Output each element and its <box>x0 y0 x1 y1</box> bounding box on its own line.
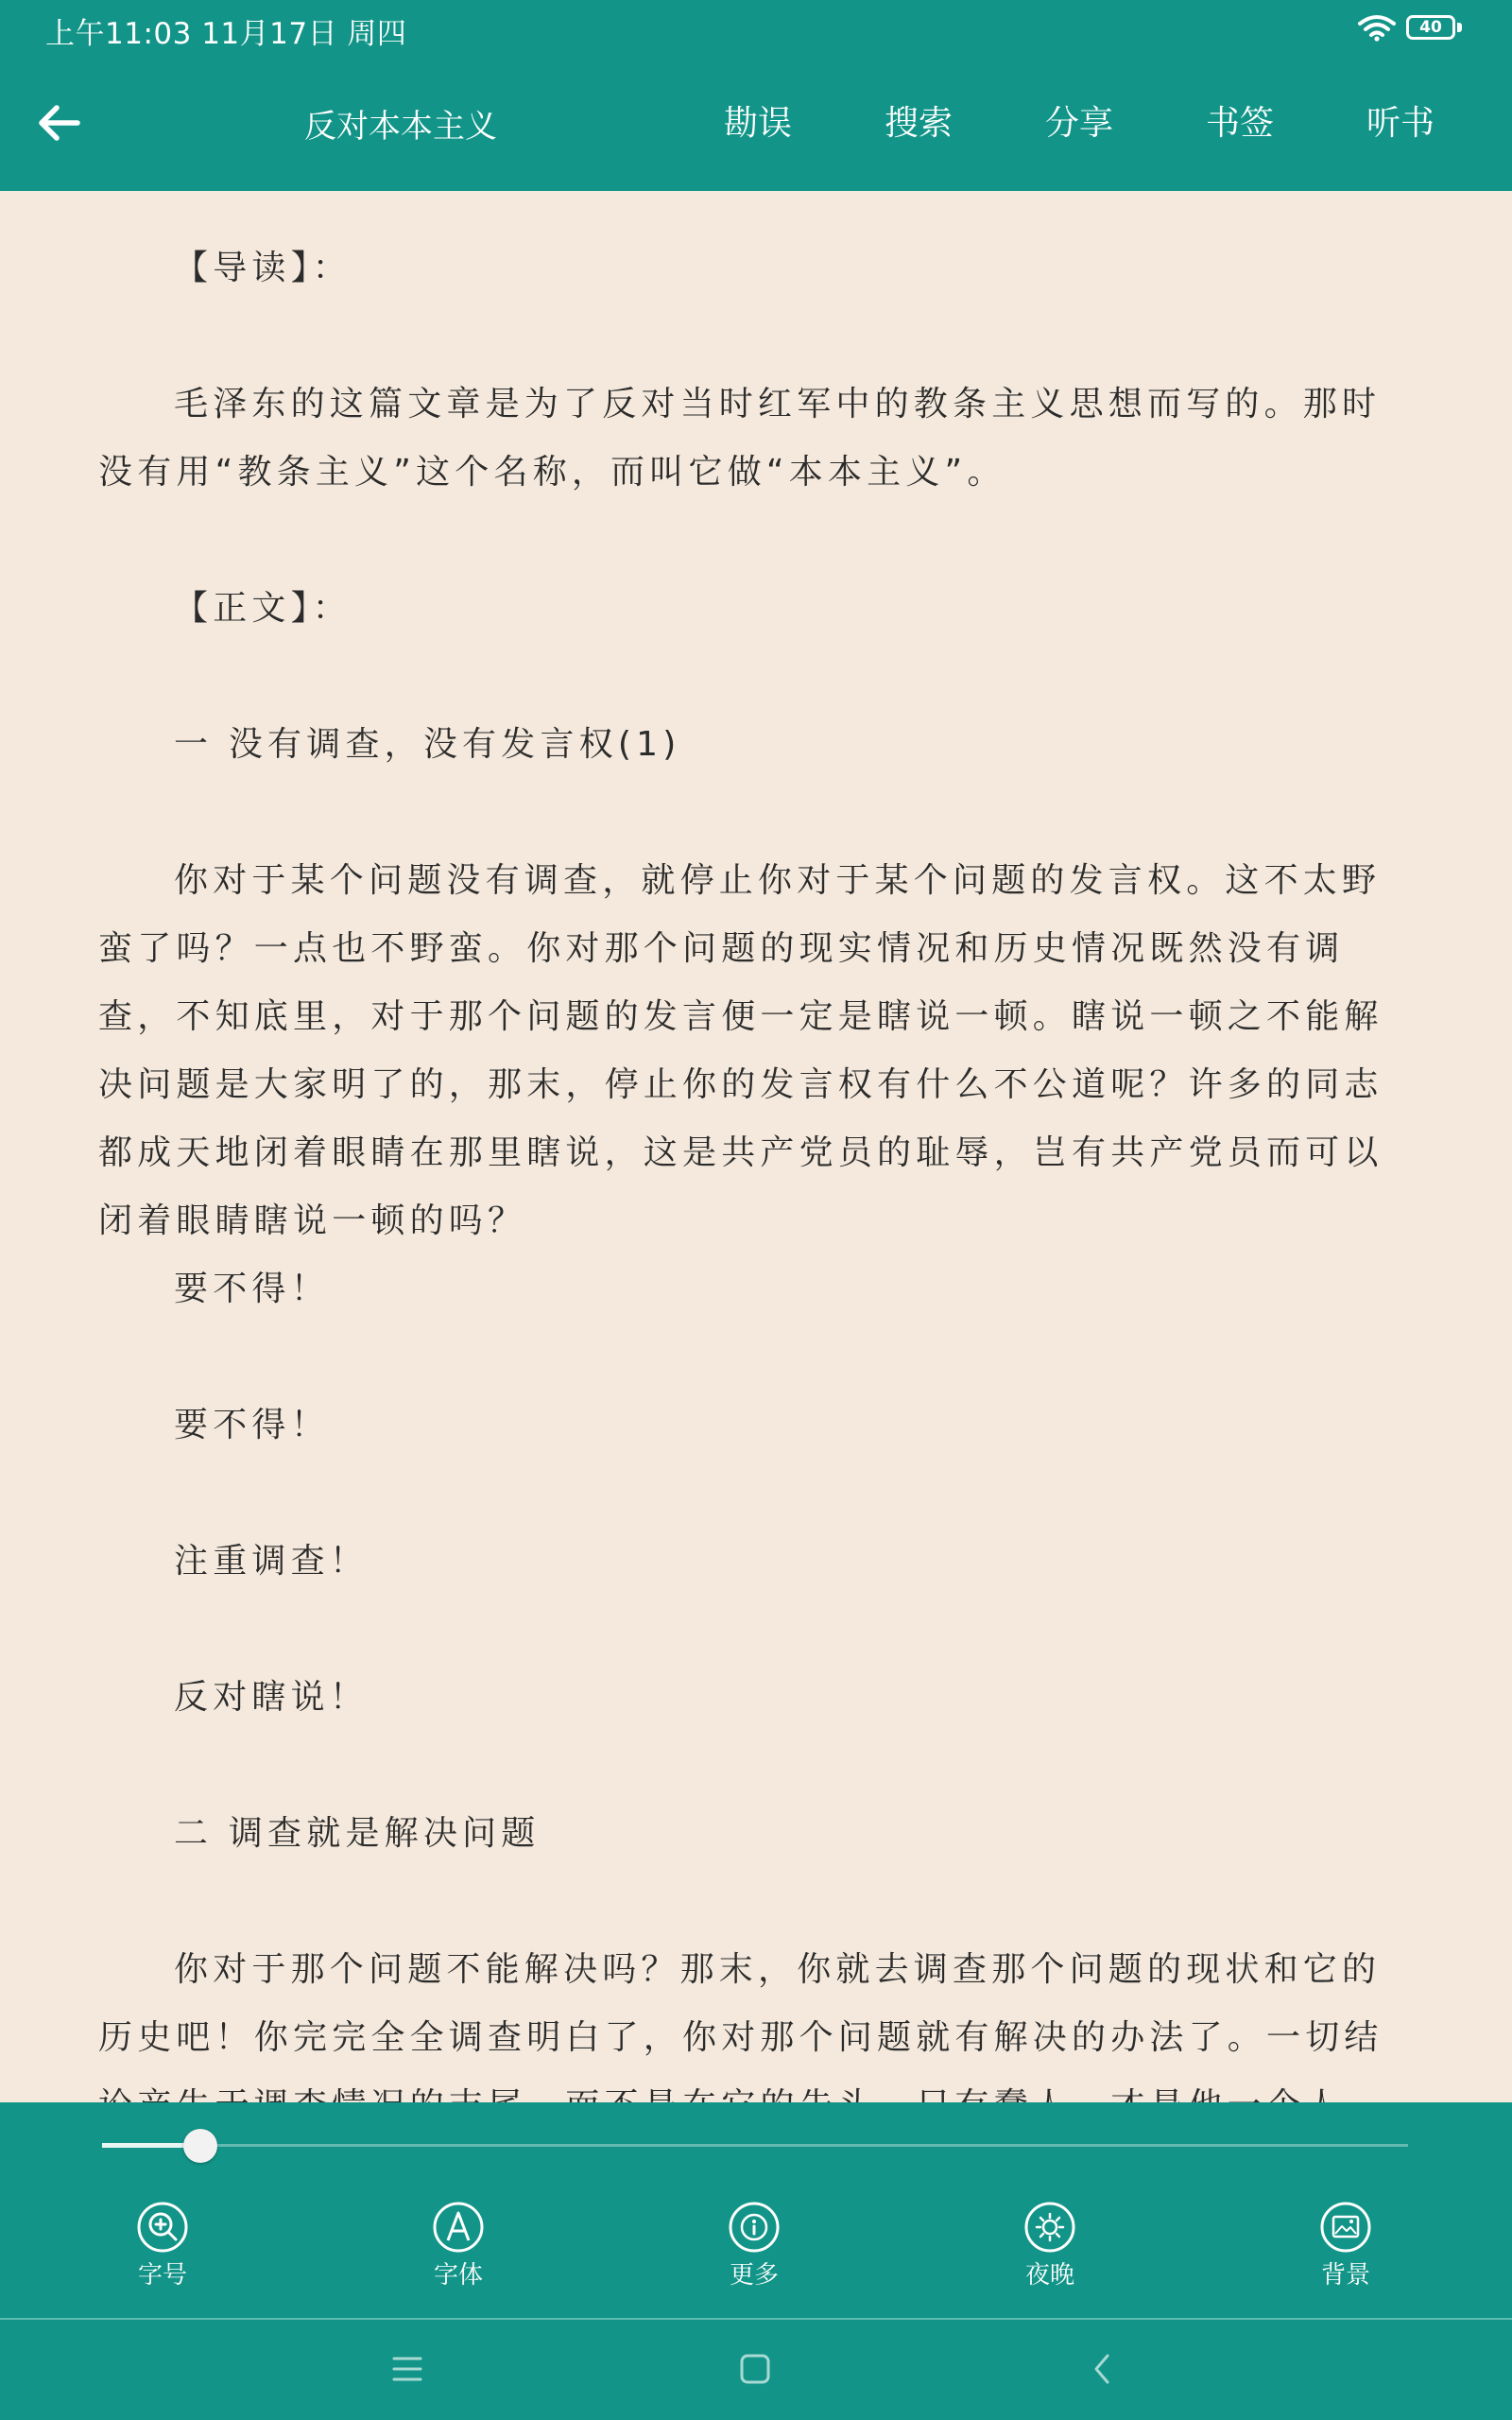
more-label: 更多 <box>729 2261 779 2290</box>
more-button[interactable] <box>697 2201 811 2290</box>
paragraph: 你对于某个问题没有调查，就停止你对于某个问题的发言权。这不太野蛮了吗？一点也不野蛮。你对那个问题的现实情况和历史情况既然没有调查，不知底里，对于那个问题的发言便一定是瞎说一顿。瞎说一顿之不能解决问题是大家明了的，那末，停止你的发言权有什么不公道呢？许多的同志都成天地闭着眼睛在那里瞎说，这是共产党员的耻辱，岂有共产党员而可以闭着眼睛瞎说一顿的吗？ <box>98 861 1383 1240</box>
paragraph: 要不得！ <box>174 1270 330 1308</box>
font-label: 字体 <box>433 2261 483 2290</box>
zoom-in-icon <box>136 2201 189 2254</box>
battery-icon <box>1406 15 1455 40</box>
sun-icon <box>1023 2201 1076 2254</box>
image-icon <box>1319 2201 1372 2254</box>
home-square-icon[interactable] <box>734 2348 776 2390</box>
paragraph: 一 没有调查，没有发言权(1) <box>174 725 681 764</box>
paragraph: 【正文】： <box>174 589 352 628</box>
paragraph: 你对于那个问题不能解决吗？那末，你就去调查那个问题的现状和它的历史吧！你完完全全调查明白了，你对那个问题就有解决的办法了。一切结 <box>98 1950 1383 2057</box>
status-time: 上午11:03 11月17日 周四 <box>45 17 407 51</box>
menu-icon[interactable] <box>387 2348 428 2390</box>
font-size-button[interactable] <box>106 2201 219 2290</box>
status-bar <box>0 0 1512 59</box>
book-title: 反对本本主义 <box>304 108 497 146</box>
battery-tip <box>1457 23 1462 32</box>
reading-area[interactable] <box>0 191 1512 2102</box>
progress-slider-thumb[interactable] <box>183 2129 217 2163</box>
info-icon <box>728 2201 781 2254</box>
progress-slider-track[interactable] <box>102 2144 1408 2147</box>
battery-level: 40 <box>1419 18 1442 37</box>
paragraph: 要不得！ <box>174 1406 330 1444</box>
top-bar <box>0 59 1512 191</box>
paragraph: 反对瞎说！ <box>174 1678 369 1717</box>
bookmark-button[interactable]: 书签 <box>1206 104 1275 143</box>
listen-button[interactable]: 听书 <box>1366 104 1435 143</box>
wifi-icon <box>1357 13 1397 42</box>
errata-button[interactable]: 勘误 <box>724 104 793 143</box>
reader-toolbar <box>0 2102 1512 2318</box>
night-label: 夜晚 <box>1024 2261 1074 2290</box>
night-mode-button[interactable] <box>993 2201 1107 2290</box>
arrow-left-icon[interactable] <box>28 93 89 153</box>
search-button[interactable]: 搜索 <box>885 104 954 143</box>
font-size-label: 字号 <box>137 2261 187 2290</box>
paragraph: 毛泽东的这篇文章是为了反对当时红军中的教条主义思想而写的。那时没有用“教条主义”这个名称，而叫它做“本本主义”。 <box>98 385 1382 492</box>
background-label: 背景 <box>1320 2261 1370 2290</box>
share-button[interactable]: 分享 <box>1045 104 1114 143</box>
chevron-left-icon[interactable] <box>1082 2348 1124 2390</box>
font-button[interactable] <box>402 2201 515 2290</box>
paragraph: 二 调查就是解决问题 <box>174 1814 541 1853</box>
background-button[interactable] <box>1289 2201 1402 2290</box>
letter-a-icon <box>432 2201 485 2254</box>
system-nav-bar <box>0 2320 1512 2420</box>
paragraph: 注重调查！ <box>174 1542 369 1581</box>
paragraph: 【导读】： <box>174 249 352 287</box>
